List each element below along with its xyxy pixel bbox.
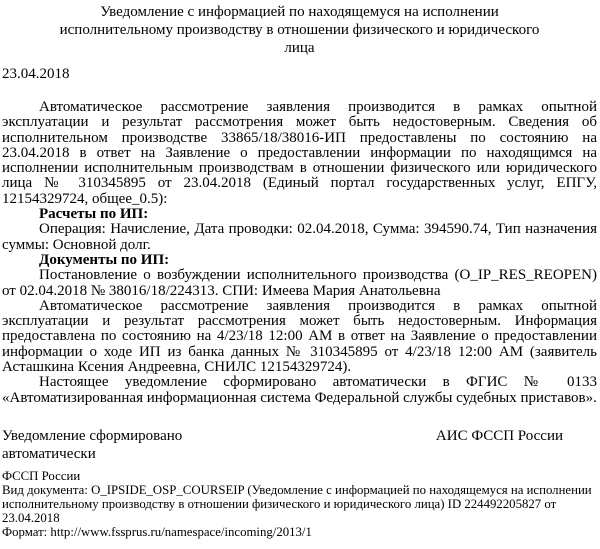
footer-doc-type: Вид документа: O_IPSIDE_OSP_COURSEIP (Уведомление с информацией по находящемуся на исполнении исполнительному производству в отношении физического и юридического лица) ID 224492205827 от 23.04.2018 xyxy=(2,482,592,525)
footer-org: ФССП России xyxy=(2,468,81,483)
document-title: Уведомление с информацией по находящемуся на исполнении исполнительному производству в отношении физического и юридического лица xyxy=(59,4,540,56)
document-footer xyxy=(2,469,597,539)
signature-row xyxy=(2,427,597,463)
signature-auto-generated-note: Уведомление сформировано автоматически xyxy=(2,427,183,462)
paragraph-disclaimer-bank: Автоматическое рассмотрение заявления производится в рамках опытной эксплуатации и результат рассмотрения может быть недостоверным. Информация предоставлена по состоянию на 4/23/18 12:00 AM в ответ на Заявление о предоставлении информации о ходе ИП из банка данных № 310345895 от 4/23/18 12:00 AM (заявитель Асташкина Ксения Андреевна, СНИЛС 12154329724). xyxy=(2,297,597,376)
signature-org-name: АИС ФССП России xyxy=(435,427,563,444)
paragraph-resolution: Постановление о возбуждении исполнительного производства (O_IP_RES_REOPEN) от 02.04.2018 № 38016/18/224313. СПИ: Имеева Мария Анатольевна xyxy=(2,267,597,299)
heading-calculations: Расчеты по ИП: xyxy=(39,206,149,223)
footer-format: Формат: http://www.fssprus.ru/namespace/incoming/2013/1 xyxy=(2,524,312,539)
paragraph-fgis-note: Настоящее уведомление сформировано автоматически в ФГИС № 0133 «Автоматизированная информационная система Федеральной службы судебных приставов». xyxy=(2,374,597,406)
document-body xyxy=(2,100,597,406)
document-date: 23.04.2018 xyxy=(2,66,70,82)
heading-documents: Документы по ИП: xyxy=(39,251,170,268)
paragraph-disclaimer-epgu: Автоматическое рассмотрение заявления производится в рамках опытной эксплуатации и результат рассмотрения может быть недостоверным. Сведения об исполнительном производстве 33865/18/38016-ИП предоставлены по состоянию на 23.04.2018 в ответ на Заявление о предоставлении информации по находящимся на исполнении исполнительным производствам в отношении физического или юридического лица № 310345895 от 23.04.2018 (Единый портал государственных услуг, ЕПГУ, 12154329724, общее_0.5): xyxy=(2,99,597,207)
paragraph-operation: Операция: Начисление, Дата проводки: 02.04.2018, Сумма: 394590.74, Тип назначения суммы: Основной долг. xyxy=(2,221,597,253)
